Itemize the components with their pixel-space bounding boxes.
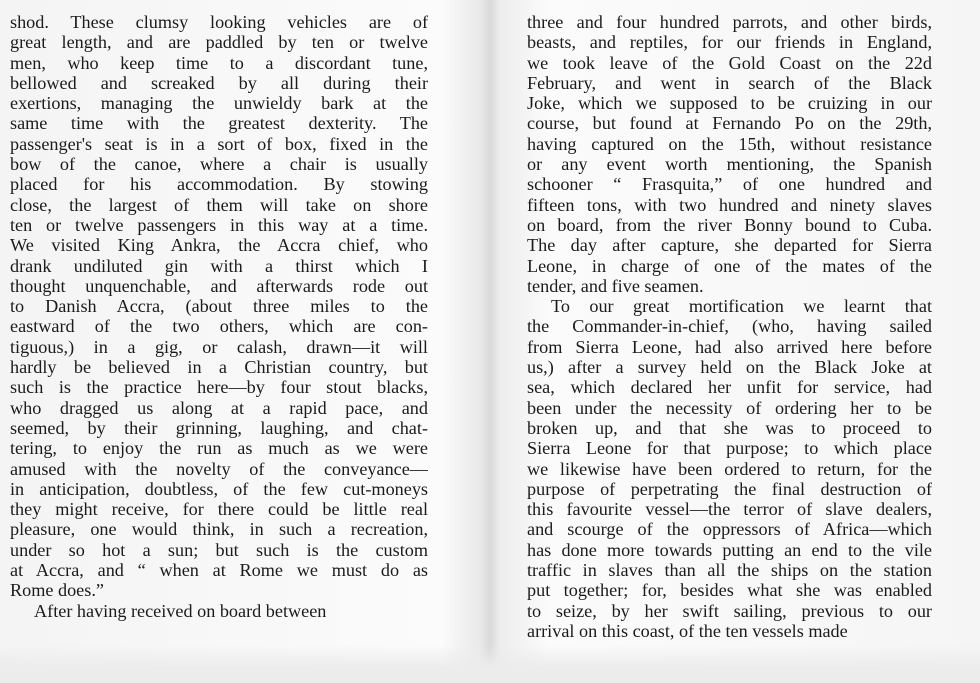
- text-line: under so hot a sun; but such is the custom: [10, 539, 428, 560]
- text-line: arrival on this coast, of the ten vessels made: [527, 620, 848, 641]
- text-line: we took leave of the Gold Coast on the 22d: [527, 52, 932, 73]
- text-line: February, and went in search of the Black: [527, 72, 932, 93]
- text-line: fifteen tons, with two hundred and ninety slaves: [527, 194, 932, 215]
- text-line: exertions, managing the unwieldy bark at the: [10, 93, 428, 114]
- text-line: After having received on board between: [34, 600, 327, 621]
- text-line: thought unquenchable, and afterwards rode out: [10, 275, 428, 296]
- text-line: to seize, by her swift sailing, previous to our: [527, 600, 932, 621]
- text-line: same time with the greatest dexterity. The: [10, 113, 428, 134]
- text-line: pleasure, one would think, in such a recreation,: [10, 519, 428, 540]
- text-line: amused with the novelty of the conveyance—: [10, 458, 428, 479]
- text-line: been under the necessity of ordering her to be: [527, 397, 932, 418]
- text-line: hardly be believed in a Christian country, but: [10, 357, 428, 378]
- text-line: the Commander-in-chief, (who, having sailed: [527, 316, 932, 337]
- text-line: sea, which declared her unfit for service, had: [527, 377, 932, 398]
- text-line: great length, and are paddled by ten or twelve: [10, 32, 428, 53]
- text-line: schooner “ Frasquita,” of one hundred and: [527, 174, 932, 195]
- text-line: eastward of the two others, which are con-: [10, 316, 428, 337]
- text-line: us,) after a survey held on the Black Joke at: [527, 357, 932, 378]
- text-line: tiguous,) in a gig, or calash, drawn—it will: [10, 336, 428, 357]
- text-line: broken up, and that she was to proceed to: [527, 417, 932, 438]
- text-line: or any event worth mentioning, the Spanish: [527, 154, 932, 175]
- text-line: Joke, which we supposed to be cruizing in our: [527, 93, 932, 114]
- text-line: traffic in slaves than all the ships on the station: [527, 560, 932, 581]
- text-line: The day after capture, she departed for Sierra: [527, 235, 932, 256]
- page-bottom-shadow: [0, 645, 980, 683]
- text-line: on board, from the river Bonny bound to Cuba.: [527, 214, 932, 235]
- text-line: To our great mortification we learnt that: [551, 296, 932, 317]
- text-line: this favourite vessel—the terror of slave dealers,: [527, 499, 932, 520]
- left-page-text: [10, 12, 428, 621]
- text-line: Sierra Leone for that purpose; to which place: [527, 438, 932, 459]
- text-line: such is the practice here—by four stout blacks,: [10, 377, 428, 398]
- text-line: having captured on the 15th, without resistance: [527, 133, 932, 154]
- text-line: We visited King Ankra, the Accra chief, who: [10, 235, 428, 256]
- text-line: seemed, by their grinning, laughing, and chat-: [10, 417, 428, 438]
- right-page-text: [527, 12, 932, 641]
- text-line: and scourge of the oppressors of Africa—which: [527, 519, 932, 540]
- text-line: purpose of perpetrating the final destruction of: [527, 478, 932, 499]
- text-line: Leone, in charge of one of the mates of the: [527, 255, 932, 276]
- text-line: at Accra, and “ when at Rome we must do as: [10, 560, 428, 581]
- text-line: passenger's seat is in a sort of box, fixed in the: [10, 133, 428, 154]
- text-line: Rome does.”: [10, 580, 104, 601]
- text-line: to Danish Accra, (about three miles to the: [10, 296, 428, 317]
- text-line: course, but found at Fernando Po on the 29th,: [527, 113, 932, 134]
- text-line: shod. These clumsy looking vehicles are of: [10, 12, 428, 32]
- text-line: placed for his accommodation. By stowing: [10, 174, 428, 195]
- text-line: ten or twelve passengers in this way at a time.: [10, 214, 428, 235]
- text-line: bellowed and screaked by all during their: [10, 72, 428, 93]
- text-line: drank undiluted gin with a thirst which I: [10, 255, 428, 276]
- text-line: bow of the canoe, where a chair is usually: [10, 154, 428, 175]
- text-line: beasts, and reptiles, for our friends in England,: [527, 32, 932, 53]
- text-line: in anticipation, doubtless, of the few cut-moneys: [10, 478, 428, 499]
- text-line: close, the largest of them will take on shore: [10, 194, 428, 215]
- text-line: men, who keep time to a discordant tune,: [10, 52, 428, 73]
- text-line: who dragged us along at a rapid pace, and: [10, 397, 428, 418]
- text-line: has done more towards putting an end to the vile: [527, 539, 932, 560]
- text-line: they might receive, for there could be little real: [10, 499, 428, 520]
- text-line: put together; for, besides what she was enabled: [527, 580, 932, 601]
- text-line: tender, and five seamen.: [527, 275, 704, 296]
- text-line: tering, to enjoy the run as much as we were: [10, 438, 428, 459]
- text-line: from Sierra Leone, had also arrived here before: [527, 336, 932, 357]
- text-line: three and four hundred parrots, and other birds,: [527, 12, 932, 32]
- text-line: we likewise have been ordered to return, for the: [527, 458, 932, 479]
